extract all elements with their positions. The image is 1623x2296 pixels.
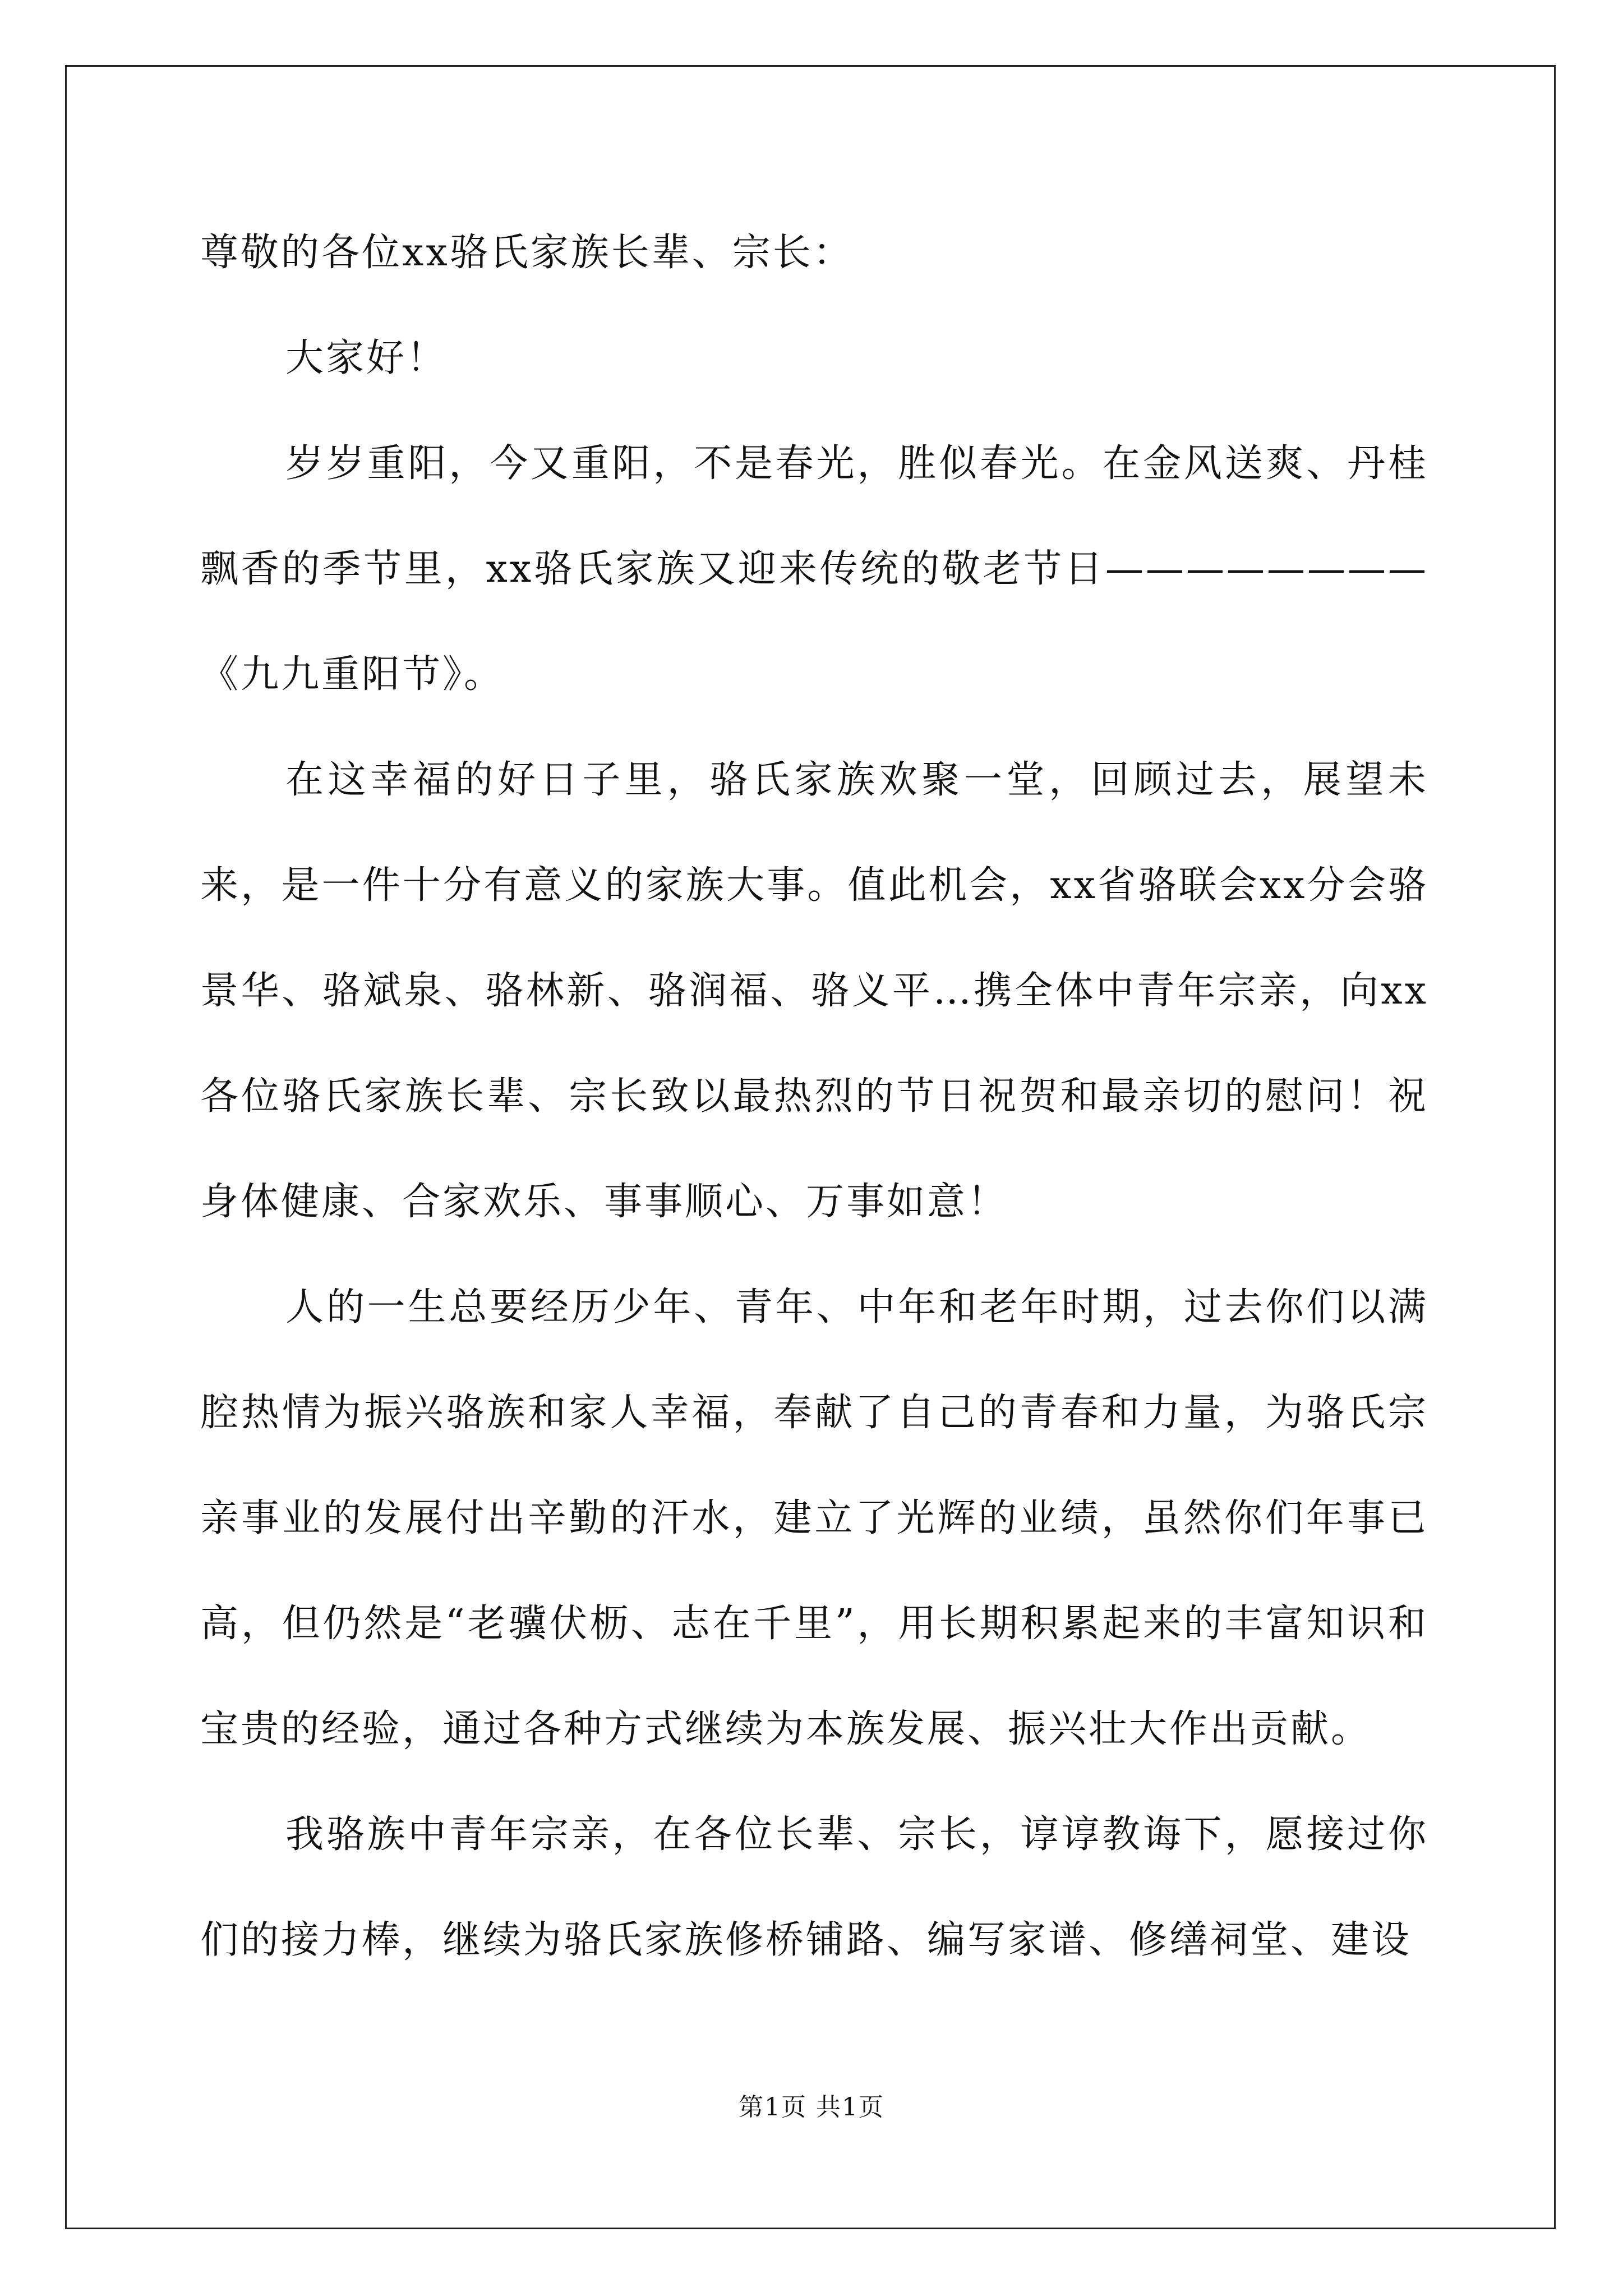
paragraph-greeting: 大家好！ [285, 336, 448, 380]
document-body [200, 200, 1428, 1993]
paragraph-double-ninth: 岁岁重阳，今又重阳，不是春光，胜似春光。在金风送爽、丹桂飘香的季节里，xx骆氏家族又迎来传统的敬老节日————————《九九重阳节》。 [200, 441, 1428, 697]
paragraph-youth-pledge: 我骆族中青年宗亲，在各位长辈、宗长，谆谆教诲下，愿接过你们的接力棒，继续为骆氏家族修桥铺路、编写家谱、修缮祠堂、建设 [200, 1812, 1428, 1962]
salutation: 尊敬的各位xx骆氏家族长辈、宗长： [200, 231, 854, 275]
page-footer: 第1页 共1页 [739, 2093, 884, 2122]
paragraph-gathering: 在这幸福的好日子里，骆氏家族欢聚一堂，回顾过去，展望未来，是一件十分有意义的家族大事。值此机会，xx省骆联会xx分会骆景华、骆斌泉、骆林新、骆润福、骆义平…携全体中青年宗亲，向xx各位骆氏家族长辈、宗长致以最热烈的节日祝贺和最亲切的慰问！祝身体健康、合家欢乐、事事顺心、万事如意！ [200, 758, 1428, 1224]
paragraph-life-stages: 人的一生总要经历少年、青年、中年和老年时期，过去你们以满腔热情为振兴骆族和家人幸福，奉献了自己的青春和力量，为骆氏宗亲事业的发展付出辛勤的汗水，建立了光辉的业绩，虽然你们年事已高，但仍然是“老骥伏枥、志在千里”，用长期积累起来的丰富知识和宝贵的经验，通过各种方式继续为本族发展、振兴壮大作出贡献。 [200, 1285, 1428, 1751]
